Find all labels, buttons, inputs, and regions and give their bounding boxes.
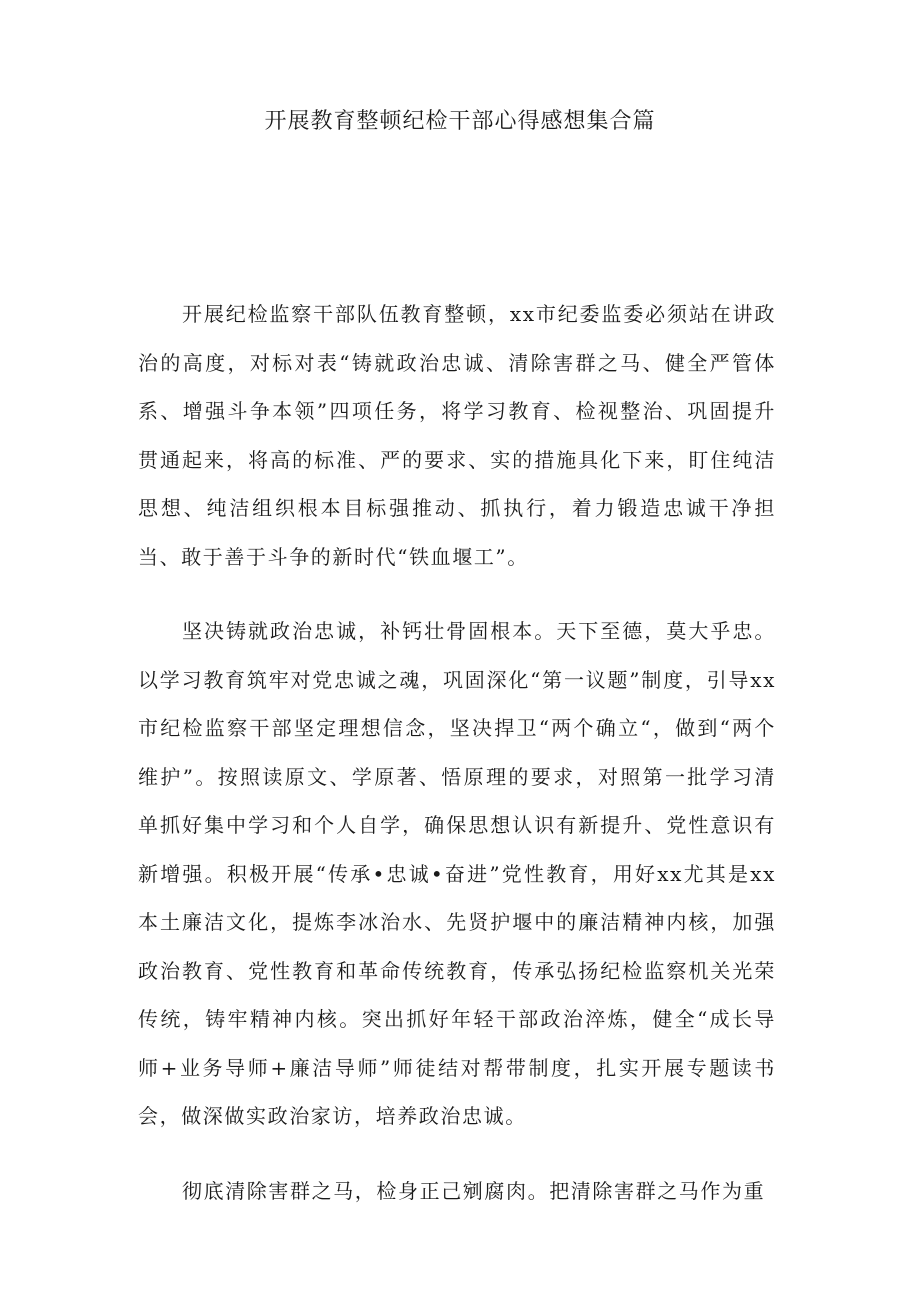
paragraph-2: 坚决铸就政治忠诚，补钙壮骨固根本。天下至德，莫大乎忠。以学习教育筑牢对党忠诚之魂，巩固深化“第一议题”制度，引导xx市纪检监察干部坚定理想信念，坚决捍卫“两个确立“，做到“两个维护”。按照读原文、学原著、悟原理的要求，对照第一批学习清单抓好集中学习和个人自学，确保思想认识有新提升、党性意识有新增强。积极开展“传承•忠诚•奋进”党性教育，用好xx尤其是xx本土廉洁文化，提炼李冰治水、先贤护堰中的廉洁精神内核，加强政治教育、党性教育和革命传统教育，传承弘扬纪检监察机关光荣传统，铸牢精神内核。突出抓好年轻干部政治淬炼，健全“成长导师+业务导师+廉洁导师”师徒结对帮带制度，扎实开展专题读书会，做深做实政治家访，培养政治忠诚。 — [138, 619, 776, 1128]
document-title: 开展教育整顿纪检干部心得感想集合篇 — [264, 109, 656, 134]
paragraph-1: 开展纪检监察干部队伍教育整顿，xx市纪委监委必须站在讲政治的高度，对标对表“铸就政治忠诚、清除害群之马、健全严管体系、增强斗争本领”四项任务，将学习教育、检视整治、巩固提升贯通起来，将高的标准、严的要求、实的措施具化下来，盯住纯洁思想、纯洁组织根本目标强推动、抓执行，着力锻造忠诚干净担当、敢于善于斗争的新时代“铁血堰工”。 — [138, 302, 776, 569]
document-body — [138, 290, 776, 1241]
paragraph-3: 彻底清除害群之马，检身正己剜腐肉。把清除害群之马作为重 — [182, 1178, 766, 1203]
